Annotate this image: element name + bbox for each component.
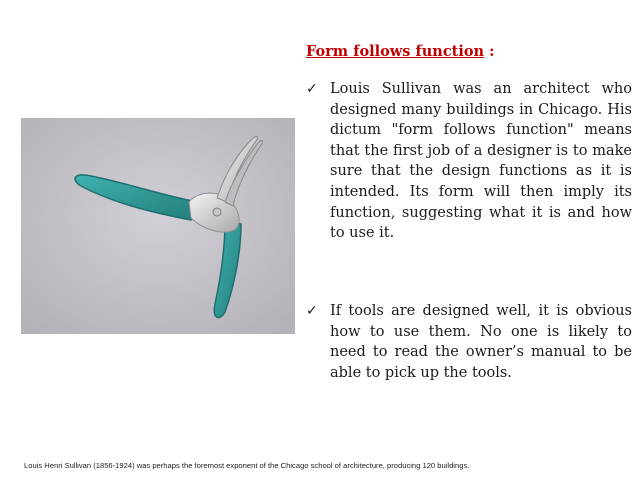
pliers-image [21,118,295,334]
heading-colon: : [484,43,495,60]
slide-heading [306,43,494,60]
checkmark-icon: ✓ [306,81,318,97]
footer-caption: Louis Henri Sullivan (1856-1924) was perhaps the foremost exponent of the Chicago school of architecture, producing 120 buildings. [24,461,470,470]
pliers-photo [21,118,295,334]
bullet-item [306,301,632,383]
checkmark-icon: ✓ [306,303,318,319]
bullet-item [306,79,632,244]
heading-title: Form follows function [306,43,485,60]
bullet-text: If tools are designed well, it is obvious how to use them. No one is likely to need to read the owner’s manual to be able to pick up the tools. [330,303,632,381]
bullet-text: Louis Sullivan was an architect who designed many buildings in Chicago. His dictum "form follows function" means that the first job of a designer is to make sure that the design functions as it is intended. Its form will then imply its function, suggesting what it is and how to use it. [330,81,632,242]
